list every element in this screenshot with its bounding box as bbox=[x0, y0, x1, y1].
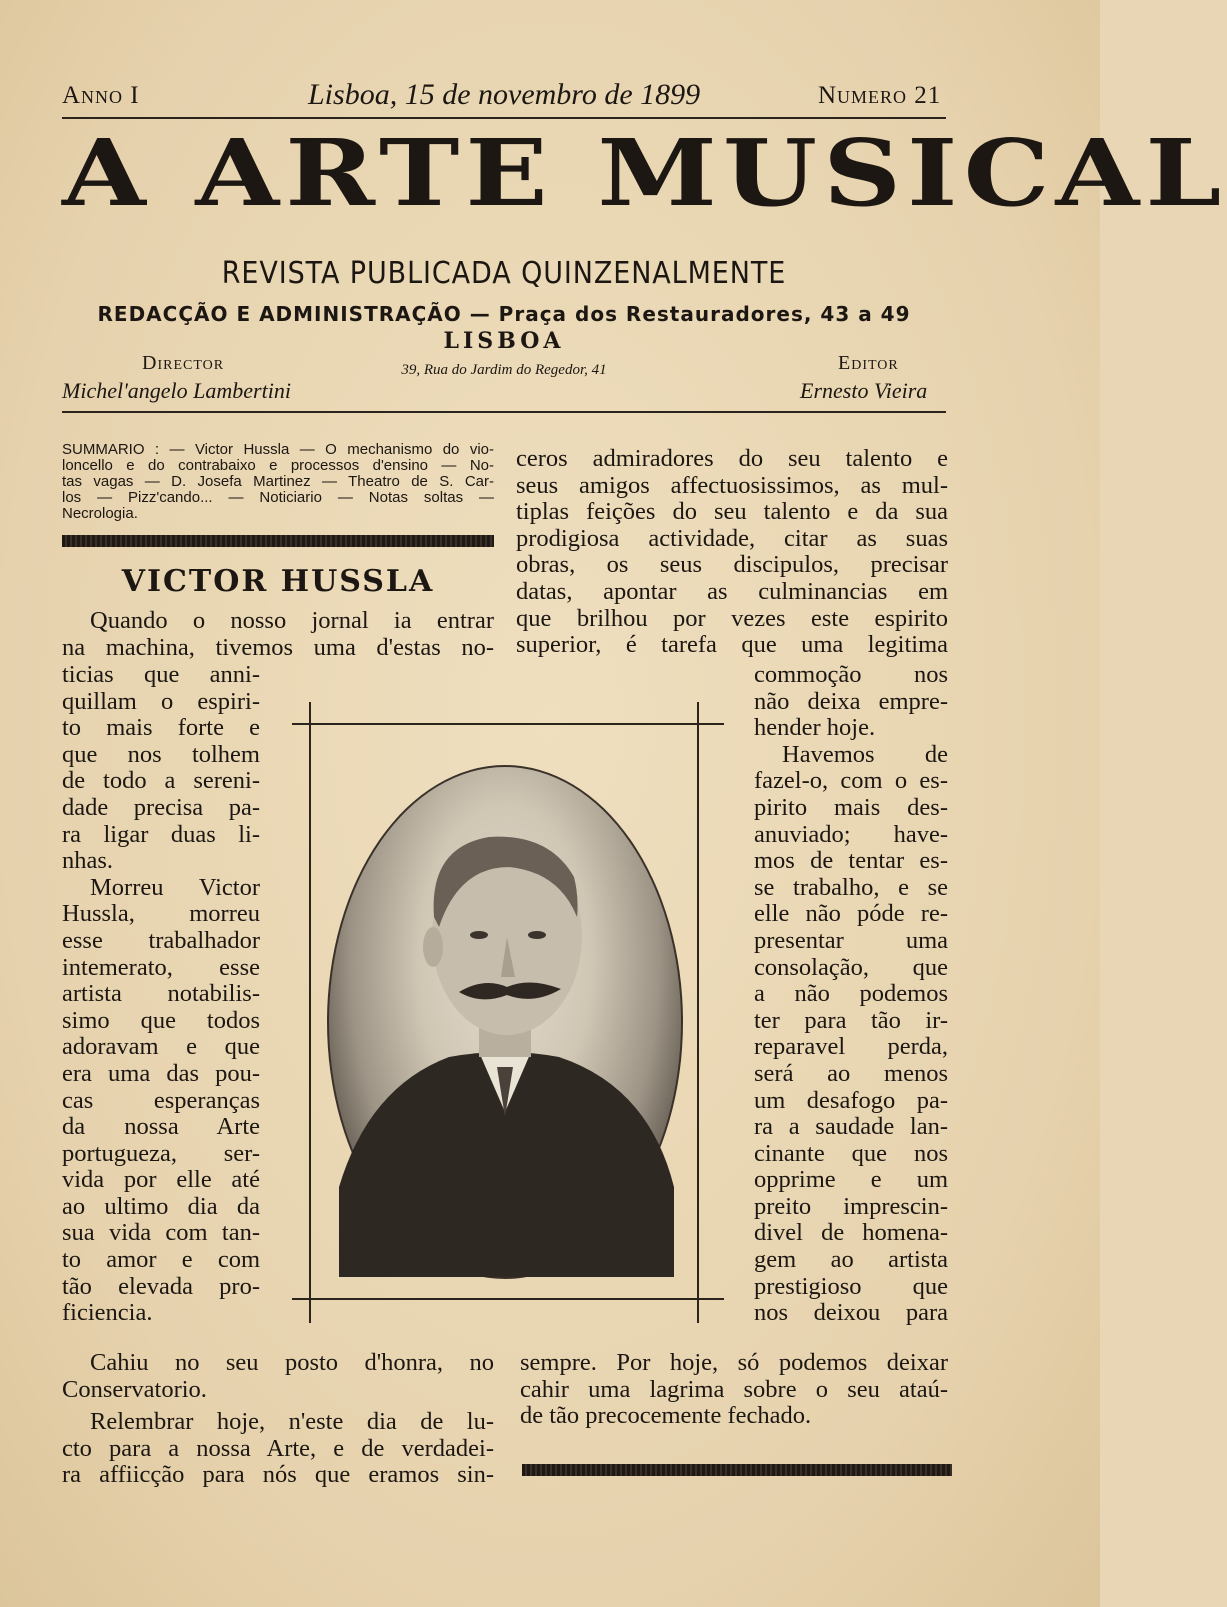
text-line: ra ligar duas li- bbox=[62, 820, 260, 848]
summary-line: Necrologia. bbox=[62, 505, 138, 522]
text-line: vida por elle até bbox=[62, 1166, 260, 1194]
text-line: ra affiicção para nós que eramos sin- bbox=[62, 1461, 494, 1489]
frame-top-rule bbox=[292, 723, 724, 725]
left-column-narrow bbox=[62, 662, 260, 1327]
text-line: ter para tão ir- bbox=[754, 1006, 948, 1034]
text-line: ceros admiradores do seu talento e bbox=[516, 445, 948, 472]
text-line: anuviado; have- bbox=[754, 820, 948, 848]
frame-left-rule bbox=[309, 702, 311, 1323]
text-line: reparavel perda, bbox=[754, 1033, 948, 1061]
text-line: commoção nos bbox=[754, 661, 948, 688]
text-line: hender hoje. bbox=[754, 714, 876, 742]
left-column-top bbox=[62, 608, 494, 661]
text-line: quillam o espiri- bbox=[62, 687, 260, 715]
header-bottom-rule bbox=[62, 411, 946, 413]
text-line: datas, apontar as culminancias em bbox=[516, 577, 948, 605]
text-line: Morreu Victor bbox=[90, 873, 260, 901]
text-line: seus amigos affectuosissimos, as mul- bbox=[516, 471, 948, 499]
frame-right-rule bbox=[697, 702, 699, 1323]
issue-number: Numero 21 bbox=[818, 82, 942, 109]
text-line: que nos tolhem bbox=[62, 740, 260, 768]
text-line: sua vida com tan- bbox=[62, 1219, 260, 1247]
text-line: adoravam e que bbox=[62, 1033, 260, 1061]
text-line: Havemos de bbox=[782, 740, 948, 768]
summary-line: SUMMARIO : — Victor Hussla — O mechanismo do vio- bbox=[62, 441, 494, 458]
article-heading: VICTOR HUSSLA bbox=[121, 564, 435, 599]
text-line: obras, os seus discipulos, precisar bbox=[516, 551, 948, 579]
summary-line: tas vagas — D. Josefa Martinez — Theatro de S. Car- bbox=[62, 473, 494, 490]
header-rule bbox=[62, 117, 946, 119]
director-name: Michel'angelo Lambertini bbox=[62, 378, 291, 403]
text-line: simo que todos bbox=[62, 1006, 260, 1034]
text-line: intemerato, esse bbox=[62, 953, 260, 981]
issue-year: Anno I bbox=[62, 82, 140, 109]
text-line: será ao menos bbox=[754, 1059, 948, 1087]
text-line: ticias que anni- bbox=[62, 661, 260, 688]
text-line: se trabalho, e se bbox=[754, 873, 948, 901]
text-line: da nossa Arte bbox=[62, 1113, 260, 1141]
text-line: presentar uma bbox=[754, 926, 948, 954]
frame-bottom-rule bbox=[292, 1298, 724, 1300]
text-line: Hussla, morreu bbox=[62, 900, 260, 928]
text-line: um desafogo pa- bbox=[754, 1086, 948, 1114]
summary-block bbox=[62, 442, 494, 522]
text-line: de todo a sereni- bbox=[62, 767, 260, 795]
text-line: ao ultimo dia da bbox=[62, 1192, 260, 1220]
editor-name: Ernesto Vieira bbox=[800, 378, 928, 403]
text-line: ficiencia. bbox=[62, 1299, 153, 1327]
text-line: cas esperanças bbox=[62, 1086, 260, 1114]
masthead-title: A ARTE MUSICAL bbox=[62, 120, 1227, 228]
street-address: 39, Rua do Jardim do Regedor, 41 bbox=[401, 362, 607, 378]
text-line: na machina, tivemos uma d'estas no- bbox=[62, 633, 494, 661]
director-label: Director bbox=[142, 352, 225, 374]
portrait-photo bbox=[327, 765, 683, 1279]
text-line: não deixa empre- bbox=[754, 687, 948, 715]
closing-divider bbox=[522, 1464, 952, 1476]
text-line: fazel-o, com o es- bbox=[754, 767, 948, 795]
text-line: sempre. Por hoje, só podemos deixar bbox=[520, 1349, 948, 1376]
text-line: artista notabilis- bbox=[62, 980, 260, 1008]
text-line: superior, é tarefa que uma legitima bbox=[516, 631, 948, 659]
subtitle: REVISTA PUBLICADA QUINZENALMENTE bbox=[221, 256, 787, 291]
left-column-bottom bbox=[62, 1350, 494, 1489]
text-line: cinante que nos bbox=[754, 1139, 948, 1167]
text-line: divel de homena- bbox=[754, 1219, 948, 1247]
editor-label: Editor bbox=[838, 352, 899, 374]
text-line: de tão precocemente fechado. bbox=[520, 1402, 812, 1430]
text-line: elle não póde re- bbox=[754, 900, 948, 928]
text-line: ra a saudade lan- bbox=[754, 1113, 948, 1141]
text-line: mos de tentar es- bbox=[754, 847, 948, 875]
summary-line: los — Pizz'cando... — Noticiario — Notas soltas — bbox=[62, 489, 494, 506]
text-line: tiplas feições do seu talento e da sua bbox=[516, 498, 948, 526]
text-line: a não podemos bbox=[754, 980, 948, 1008]
text-line: era uma das pou- bbox=[62, 1059, 260, 1087]
right-column-narrow bbox=[754, 662, 948, 1327]
text-line: gem ao artista bbox=[754, 1246, 948, 1274]
text-line: dade precisa pa- bbox=[62, 793, 260, 821]
text-line: esse trabalhador bbox=[62, 926, 260, 954]
right-column-top bbox=[516, 446, 948, 659]
text-line: Conservatorio. bbox=[62, 1375, 207, 1403]
text-line: cto para a nossa Arte, e de verdadei- bbox=[62, 1434, 494, 1462]
text-line: consolação, que bbox=[754, 953, 948, 981]
administration-address: REDACÇÃO E ADMINISTRAÇÃO — Praça dos Restauradores, 43 a 49 bbox=[97, 302, 911, 326]
text-line: portugueza, ser- bbox=[62, 1139, 260, 1167]
text-line: nhas. bbox=[62, 847, 114, 875]
text-line: que brilhou por vezes este espirito bbox=[516, 604, 948, 632]
right-column-bottom bbox=[520, 1350, 948, 1430]
summary-line: loncello e do contrabaixo e processos d'ensino — No- bbox=[62, 457, 494, 474]
text-line: Relembrar hoje, n'este dia de lu- bbox=[90, 1408, 494, 1436]
text-line: prodigiosa actividade, citar as suas bbox=[516, 524, 948, 552]
text-line: cahir uma lagrima sobre o seu ataú- bbox=[520, 1375, 948, 1403]
text-line: preito imprescin- bbox=[754, 1192, 948, 1220]
text-line: nos deixou para bbox=[754, 1299, 948, 1327]
text-line: pirito mais des- bbox=[754, 793, 948, 821]
text-line: to mais forte e bbox=[62, 714, 260, 742]
text-line: Cahiu no seu posto d'honra, no bbox=[90, 1349, 494, 1376]
text-line: opprime e um bbox=[754, 1166, 948, 1194]
text-line: Quando o nosso jornal ia entrar bbox=[90, 607, 494, 634]
text-line: prestigioso que bbox=[754, 1272, 948, 1300]
portrait-illustration bbox=[329, 767, 681, 1277]
text-line: to amor e com bbox=[62, 1246, 260, 1274]
text-line: tão elevada pro- bbox=[62, 1272, 260, 1300]
city-name: LISBOA bbox=[443, 328, 565, 354]
dateline: Lisboa, 15 de novembro de 1899 bbox=[308, 78, 701, 111]
section-divider bbox=[62, 535, 494, 547]
